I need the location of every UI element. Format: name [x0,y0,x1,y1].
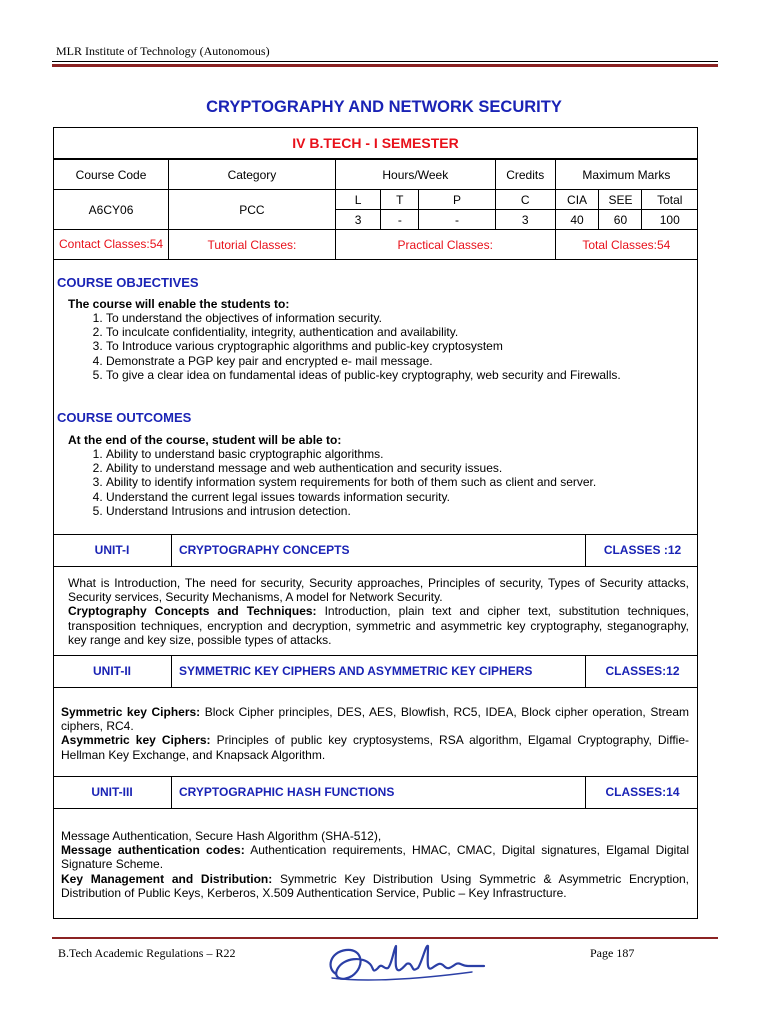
th-cia: CIA [555,190,599,210]
unit-3-title: CRYPTOGRAPHIC HASH FUNCTIONS [179,785,395,799]
th-t: T [381,190,419,210]
unit-3-text-2: Authentication requirements, HMAC, CMAC, Digital signatures, Elgamal Digital Signature Scheme. [61,843,689,872]
header-rule [52,61,718,62]
th-hours-week: Hours/Week [335,160,495,190]
cia-value: 40 [555,210,599,230]
list-item: 5. To give a clear idea on fundamental ideas of public-key cryptography, web security and Firewalls. [106,368,666,382]
unit-2-label-2: Asymmetric key Ciphers: [61,733,211,748]
list-item: 5. Understand Intrusions and intrusion detection. [106,504,666,518]
unit-2-header [53,655,698,688]
unit-3-body [61,829,689,900]
list-item: 2. To inculcate confidentiality, integrity, authentication and availability. [106,325,666,339]
p-value: - [419,210,496,230]
list-item: 2. Ability to understand message and web authentication and security issues. [106,461,666,475]
th-category: Category [169,160,336,190]
header-rule-accent [52,64,718,67]
unit-3-classes: CLASSES:14 [585,777,699,808]
unit-1-label-2: Cryptography Concepts and Techniques: [68,604,317,619]
category-value: PCC [169,190,336,230]
unit-1-title: CRYPTOGRAPHY CONCEPTS [179,543,350,557]
unit-1-text-2: Introduction, plain text and cipher text, substitution techniques, transposition techniques, encryption and decryption, symmetric and asymmetric key cryptography, steganography, key range and key size, possible types of attacks. [68,604,689,647]
unit-2-title: SYMMETRIC KEY CIPHERS AND ASYMMETRIC KEY CIPHERS [179,664,533,678]
list-item: 3. To Introduce various cryptographic algorithms and public-key cryptosystem [106,339,666,353]
th-p: P [419,190,496,210]
objectives-list [78,311,666,382]
tutorial-classes: Tutorial Classes: [169,230,336,260]
unit-3-text-3: Symmetric Key Distribution Using Symmetric & Asymmetric Encryption, Distribution of Public Keys, Kerberos, X.509 Authentication Service, Public – Key Infrastructure. [61,871,689,900]
unit-1-body [68,576,689,647]
unit-3-header [53,776,698,809]
th-credits: Credits [495,160,555,190]
objectives-heading: COURSE OBJECTIVES [57,275,199,290]
see-value: 60 [599,210,642,230]
unit-3-label-3: Key Management and Distribution: [61,871,273,886]
c-value: 3 [495,210,555,230]
outcomes-heading: COURSE OUTCOMES [57,410,192,425]
t-value: - [381,210,419,230]
total-classes: Total Classes:54 [555,230,697,260]
unit-2-label: UNIT-II [53,656,172,687]
semester-heading: IV B.TECH - I SEMESTER [53,127,698,159]
list-item: 3. Ability to identify information system requirements for both of them such as client and server. [106,475,666,489]
institute-header: MLR Institute of Technology (Autonomous) [56,44,270,58]
course-title: CRYPTOGRAPHY AND NETWORK SECURITY [206,98,562,116]
list-item: 1. Ability to understand basic cryptographic algorithms. [106,447,666,461]
unit-2-label-1: Symmetric key Ciphers: [61,705,201,719]
signature-image [322,938,492,990]
th-course-code: Course Code [54,160,169,190]
unit-3-label: UNIT-III [53,777,172,808]
outcomes-list [78,447,666,518]
list-item: 4. Demonstrate a PGP key pair and encrypted e- mail message. [106,354,666,368]
objectives-intro: The course will enable the students to: [68,297,290,311]
th-l: L [335,190,381,210]
total-value: 100 [642,210,698,230]
unit-3-text-1: Message Authentication, Secure Hash Algorithm (SHA-512), [61,829,382,843]
unit-1-classes: CLASSES :12 [585,535,699,566]
unit-2-classes: CLASSES:12 [585,656,699,687]
contact-classes: Contact Classes:54 [54,230,169,260]
unit-1-text-1: What is Introduction, The need for security, Security approaches, Principles of security, Types of Security attacks, Security services, Security Mechanisms, A model for Network Security. [68,576,689,605]
unit-1-header [53,534,698,567]
th-total: Total [642,190,698,210]
th-see: SEE [599,190,642,210]
list-item: 1. To understand the objectives of information security. [106,311,666,325]
practical-classes: Practical Classes: [335,230,555,260]
th-max-marks: Maximum Marks [555,160,697,190]
unit-2-text-1: Block Cipher principles, DES, AES, Blowfish, RC5, IDEA, Block cipher operation, Stream ciphers, RC4. [61,705,689,734]
footer-page-number: Page 187 [590,946,635,960]
course-code-value: A6CY06 [54,190,169,230]
course-info-table [53,159,698,260]
l-value: 3 [335,210,381,230]
outcomes-intro: At the end of the course, student will be able to: [68,433,342,447]
unit-2-text-2: Principles of public key cryptosystems, RSA algorithm, Elgamal Cryptography, Diffie-Hellman Key Exchange, and Knapsack Algorithm. [61,733,689,762]
unit-1-label: UNIT-I [53,535,172,566]
unit-2-body [61,705,689,762]
unit-3-label-2: Message authentication codes: [61,843,245,858]
list-item: 4. Understand the current legal issues towards information security. [106,490,666,504]
th-c: C [495,190,555,210]
footer-regulations: B.Tech Academic Regulations – R22 [58,946,236,960]
